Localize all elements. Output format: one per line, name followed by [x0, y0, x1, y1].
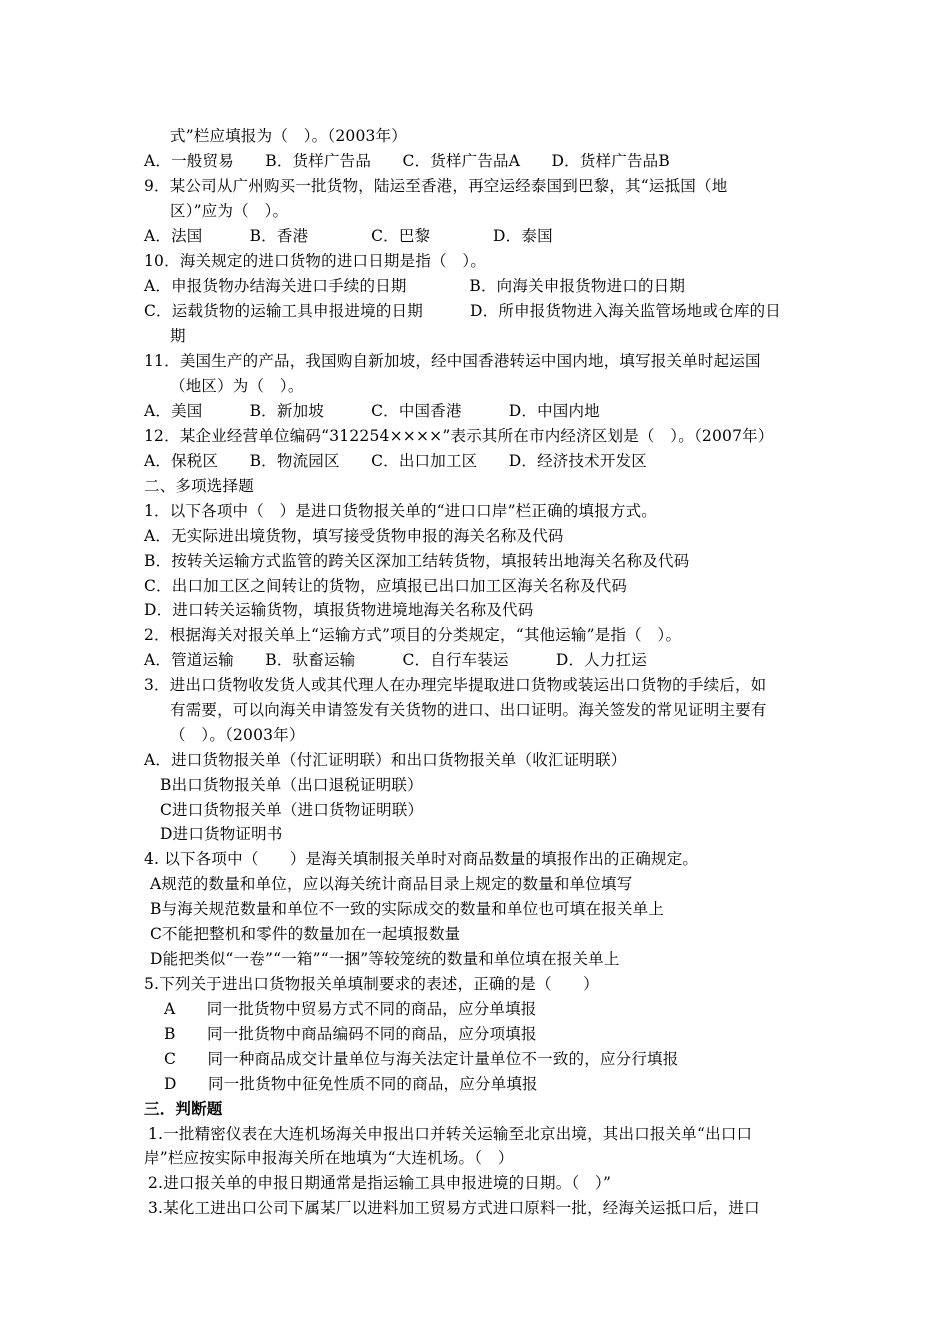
text-line: A．美国 B．新加坡 C．中国香港 D．中国内地 [144, 402, 600, 420]
section-heading: 二、多项选择题 [144, 477, 254, 495]
text-line: D进口货物证明书 [160, 825, 283, 843]
text-line: 式”栏应填报为（ ）。（2003年） [170, 127, 407, 145]
text-line: 3．进出口货物收发货人或其代理人在办理完毕提取进口货物或装运出口货物的手续后，如 [144, 676, 767, 694]
text-line: A．进口货物报关单（付汇证明联）和出口货物报关单（收汇证明联） [144, 751, 627, 769]
text-line: A．申报货物办结海关进口手续的日期 B．向海关申报货物进口的日期 [144, 277, 686, 295]
text-line: D能把类似“一卷”“一箱”“一捆”等较笼统的数量和单位填在报关单上 [150, 950, 620, 968]
text-line: A．一般贸易 B．货样广告品 C．货样广告品A D．货样广告品B [144, 152, 670, 170]
text-line: A．管道运输 B．驮畜运输 C．自行车装运 D．人力扛运 [144, 651, 647, 669]
text-line: A．无实际进出境货物，填写接受货物申报的海关名称及代码 [144, 527, 564, 545]
text-line: 区）”应为（ ）。 [170, 202, 289, 220]
text-line: 12．某企业经营单位编码“312254××××”表示其所在市内经济区划是（ ）。（2007年） [144, 427, 774, 445]
text-line: 4. 以下各项中（ ）是海关填制报关单时对商品数量的填报作出的正确规定。 [144, 850, 699, 868]
text-line: 11．美国生产的产品，我国购自新加坡，经中国香港转运中国内地，填写报关单时起运国 [144, 352, 761, 370]
text-line: 岸”栏应按实际申报海关所在地填为“大连机场。（ ） [144, 1149, 514, 1167]
text-line: C．运载货物的运输工具申报进境的日期 D．所申报货物进入海关监管场地或仓库的日 [144, 302, 781, 320]
text-line: 2．根据海关对报关单上“运输方式”项目的分类规定，“其他运输”是指（ ）。 [144, 626, 682, 644]
text-line: A．法国 B．香港 C．巴黎 D．泰国 [144, 227, 553, 245]
section-heading: 三．判断题 [144, 1099, 223, 1118]
text-line: A规范的数量和单位，应以海关统计商品目录上规定的数量和单位填写 [150, 875, 633, 893]
text-line: C不能把整机和零件的数量加在一起填报数量 [150, 925, 461, 943]
text-line: B．按转关运输方式监管的跨关区深加工结转货物，填报转出地海关名称及代码 [144, 552, 690, 570]
text-line: 期 [170, 327, 186, 345]
text-line: C 同一种商品成交计量单位与海关法定计量单位不一致的，应分行填报 [164, 1050, 679, 1068]
text-line: A 同一批货物中贸易方式不同的商品，应分单填报 [164, 1000, 537, 1018]
text-line: 9．某公司从广州购买一批货物，陆运至香港，再空运经泰国到巴黎，其“运抵国（地 [144, 177, 728, 195]
text-line: 有需要，可以向海关申请签发有关货物的进口、出口证明。海关签发的常见证明主要有 [170, 701, 767, 719]
text-line: 1.一批精密仪表在大连机场海关申报出口并转关运输至北京出境，其出口报关单“出口口 [148, 1125, 753, 1143]
text-line: 1．以下各项中（ ）是进口货物报关单的“进口口岸”栏正确的填报方式。 [144, 502, 658, 520]
text-line: 3.某化工进出口公司下属某厂以进料加工贸易方式进口原料一批，经海关运抵口后，进口 [148, 1199, 760, 1217]
text-line: 2.进口报关单的申报日期通常是指运输工具申报进境的日期。（ ）” [148, 1174, 612, 1192]
text-line: （ ）。（2003年） [170, 726, 305, 744]
text-line: C进口货物报关单（进口货物证明联） [160, 801, 424, 819]
text-line: D 同一批货物中征免性质不同的商品，应分单填报 [164, 1075, 538, 1093]
text-line: C．出口加工区之间转让的货物，应填报已出口加工区海关名称及代码 [144, 577, 628, 595]
text-line: B与海关规范数量和单位不一致的实际成交的数量和单位也可填在报关单上 [150, 900, 664, 918]
text-line: （地区）为（ ）。 [170, 377, 304, 395]
text-line: 5.下列关于进出口货物报关单填制要求的表述，正确的是（ ） [144, 975, 599, 993]
text-line: B出口货物报关单（出口退税证明联） [160, 776, 423, 794]
text-line: B 同一批货物中商品编码不同的商品，应分项填报 [164, 1025, 537, 1043]
text-line: D．进口转关运输货物，填报货物进境地海关名称及代码 [144, 601, 534, 619]
text-line: 10．海关规定的进口货物的进口日期是指（ ）。 [144, 252, 487, 270]
text-line: A．保税区 B．物流园区 C．出口加工区 D．经济技术开发区 [144, 452, 647, 470]
